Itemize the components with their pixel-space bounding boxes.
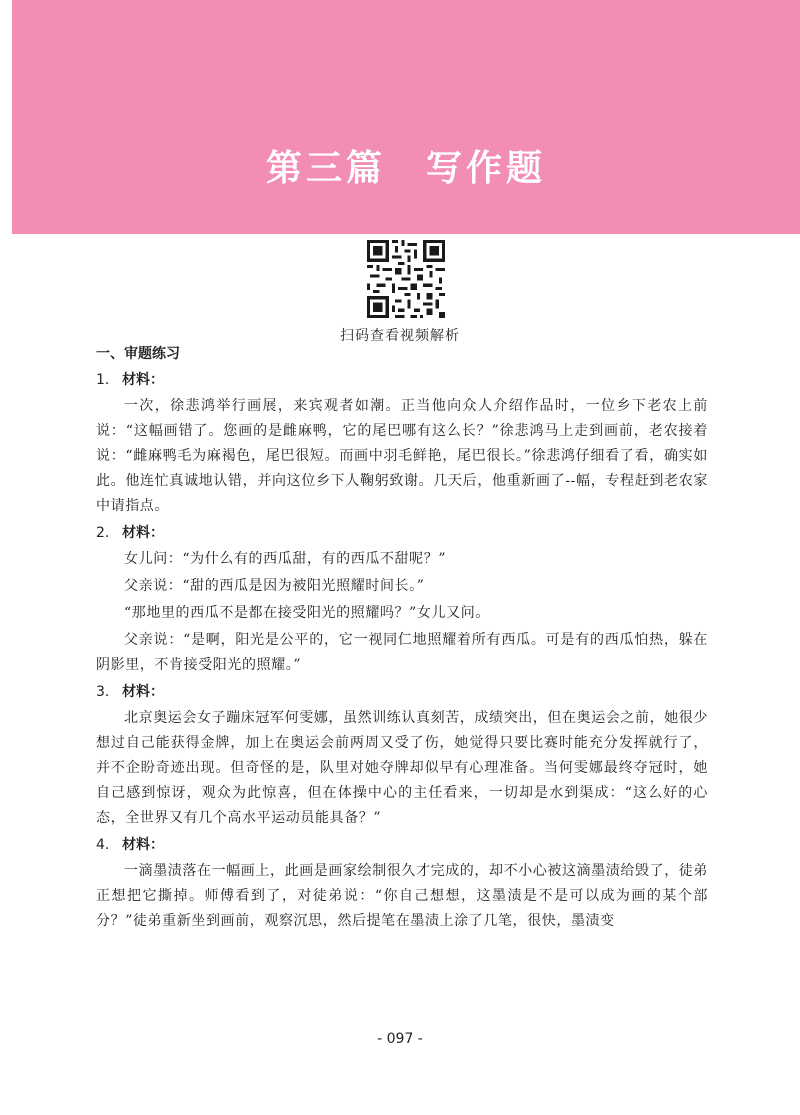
material-paragraph: 一滴墨渍落在一幅画上，此画是画家绘制很久才完成的，却不小心被这滴墨渍给毁了，徒弟正想把它撕掉。师傅看到了，对徒弟说：“你自己想想，这墨渍是不是可以成为画的某个部分？”徒弟重新坐到画前，观察沉思，然后提笔在墨渍上涂了几笔，很快，墨渍变 — [96, 863, 708, 929]
item-number: 4. — [96, 837, 110, 853]
material-paragraph: 北京奥运会女子蹦床冠军何雯娜，虽然训练认真刻苦，成绩突出，但在奥运会之前，她很少想过自己能获得金牌，加上在奥运会前两周又受了伤，她觉得只要比赛时能充分发挥就行了，并不企盼奇迹出现。但奇怪的是，队里对她夺牌却似早有心理准备。当何雯娜最终夺冠时，她自己感到惊讶，观众为此惊喜，但在体操中心的主任看来，一切却是水到渠成：“这么好的心态，全世界又有几个高水平运动员能具备？” — [96, 710, 708, 826]
material-paragraph: 一次，徐悲鸿举行画展，来宾观者如潮。正当他向众人介绍作品时，一位乡下老农上前说：“这幅画错了。您画的是雌麻鸭，它的尾巴哪有这么长？”徐悲鸿马上走到画前，老农接着说：“雌麻鸭毛为麻褐色，尾巴很短。而画中羽毛鲜艳，尾巴很长。”徐悲鸿仔细看了看，确实如此。他连忙真诚地认错，并向这位乡下人鞠躬致谢。几天后，他重新画了--幅，专程赶到老农家中请指点。 — [96, 398, 708, 514]
material-paragraph: 父亲说：“是啊，阳光是公平的，它一视同仁地照耀着所有西瓜。可是有的西瓜怕热，躲在阴影里，不肯接受阳光的照耀。” — [96, 632, 708, 673]
item-number: 3. — [96, 684, 110, 700]
exercise-item-3 — [96, 682, 708, 831]
section-heading: 一、审题练习 — [96, 346, 180, 362]
material-paragraph: “那地里的西瓜不是都在接受阳光的照耀吗？”女儿又问。 — [124, 605, 490, 621]
exercise-item-1 — [96, 370, 708, 519]
page-number: - 097 - — [377, 1031, 423, 1047]
exercise-item-2 — [96, 523, 708, 678]
exercise-content — [96, 344, 708, 934]
item-label: 材料： — [122, 372, 164, 388]
item-number: 2. — [96, 525, 110, 541]
qr-code-icon[interactable] — [367, 240, 445, 318]
item-label: 材料： — [122, 684, 164, 700]
chapter-title: 第三篇 写作题 — [265, 148, 546, 189]
chapter-banner — [12, 0, 800, 234]
qr-caption: 扫码查看视频解析 — [340, 328, 460, 344]
material-paragraph: 父亲说：“甜的西瓜是因为被阳光照耀时间长。” — [124, 578, 425, 594]
item-number: 1. — [96, 372, 110, 388]
material-paragraph: 女儿问：“为什么有的西瓜甜，有的西瓜不甜呢？” — [124, 551, 447, 567]
item-label: 材料： — [122, 837, 164, 853]
item-label: 材料： — [122, 525, 164, 541]
exercise-item-4 — [96, 835, 708, 934]
